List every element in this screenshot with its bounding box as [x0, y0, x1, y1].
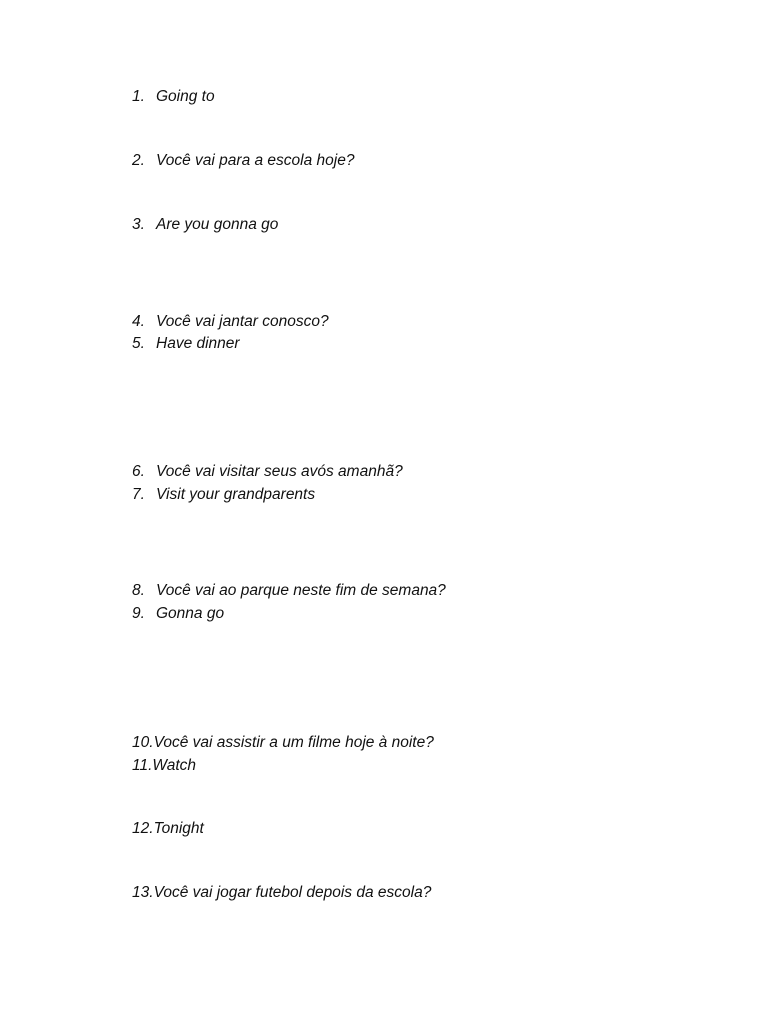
item-text: Você vai jantar conosco? [156, 313, 329, 330]
item-text: Are you gonna go [156, 216, 279, 233]
list-item-2 [132, 151, 354, 171]
item-number: 7. [132, 486, 145, 503]
item-text: Have dinner [156, 335, 240, 352]
item-number: 13. [132, 884, 154, 901]
item-text: Você vai ao parque neste fim de semana? [156, 582, 446, 599]
list-item-8 [132, 581, 446, 601]
list-item-4 [132, 312, 329, 332]
item-number: 3. [132, 216, 145, 233]
item-text: Você vai para a escola hoje? [156, 152, 355, 169]
list-item-11 [132, 756, 196, 776]
list-item-1 [132, 87, 215, 107]
list-item-10 [132, 733, 434, 753]
item-text: Você vai visitar seus avós amanhã? [156, 463, 403, 480]
list-item-3 [132, 215, 278, 235]
item-text: Going to [156, 88, 215, 105]
list-item-13 [132, 883, 431, 903]
item-number: 10. [132, 734, 154, 751]
item-text: Você vai jogar futebol depois da escola? [153, 884, 432, 901]
item-number: 2. [132, 152, 145, 169]
item-number: 11. [132, 757, 153, 774]
list-item-9 [132, 604, 224, 624]
item-text: Visit your grandparents [156, 486, 316, 503]
item-text: Gonna go [156, 605, 225, 622]
list-item-12 [132, 819, 204, 839]
item-text: Você vai assistir a um filme hoje à noite? [153, 734, 434, 751]
item-number: 9. [132, 605, 145, 622]
item-number: 5. [132, 335, 145, 352]
item-number: 12. [132, 820, 154, 837]
item-number: 1. [132, 88, 145, 105]
list-item-7 [132, 485, 315, 505]
item-text: Watch [152, 757, 197, 774]
item-number: 8. [132, 582, 145, 599]
list-item-5 [132, 334, 240, 354]
item-text: Tonight [153, 820, 204, 837]
item-number: 4. [132, 313, 145, 330]
list-item-6 [132, 462, 403, 482]
item-number: 6. [132, 463, 145, 480]
